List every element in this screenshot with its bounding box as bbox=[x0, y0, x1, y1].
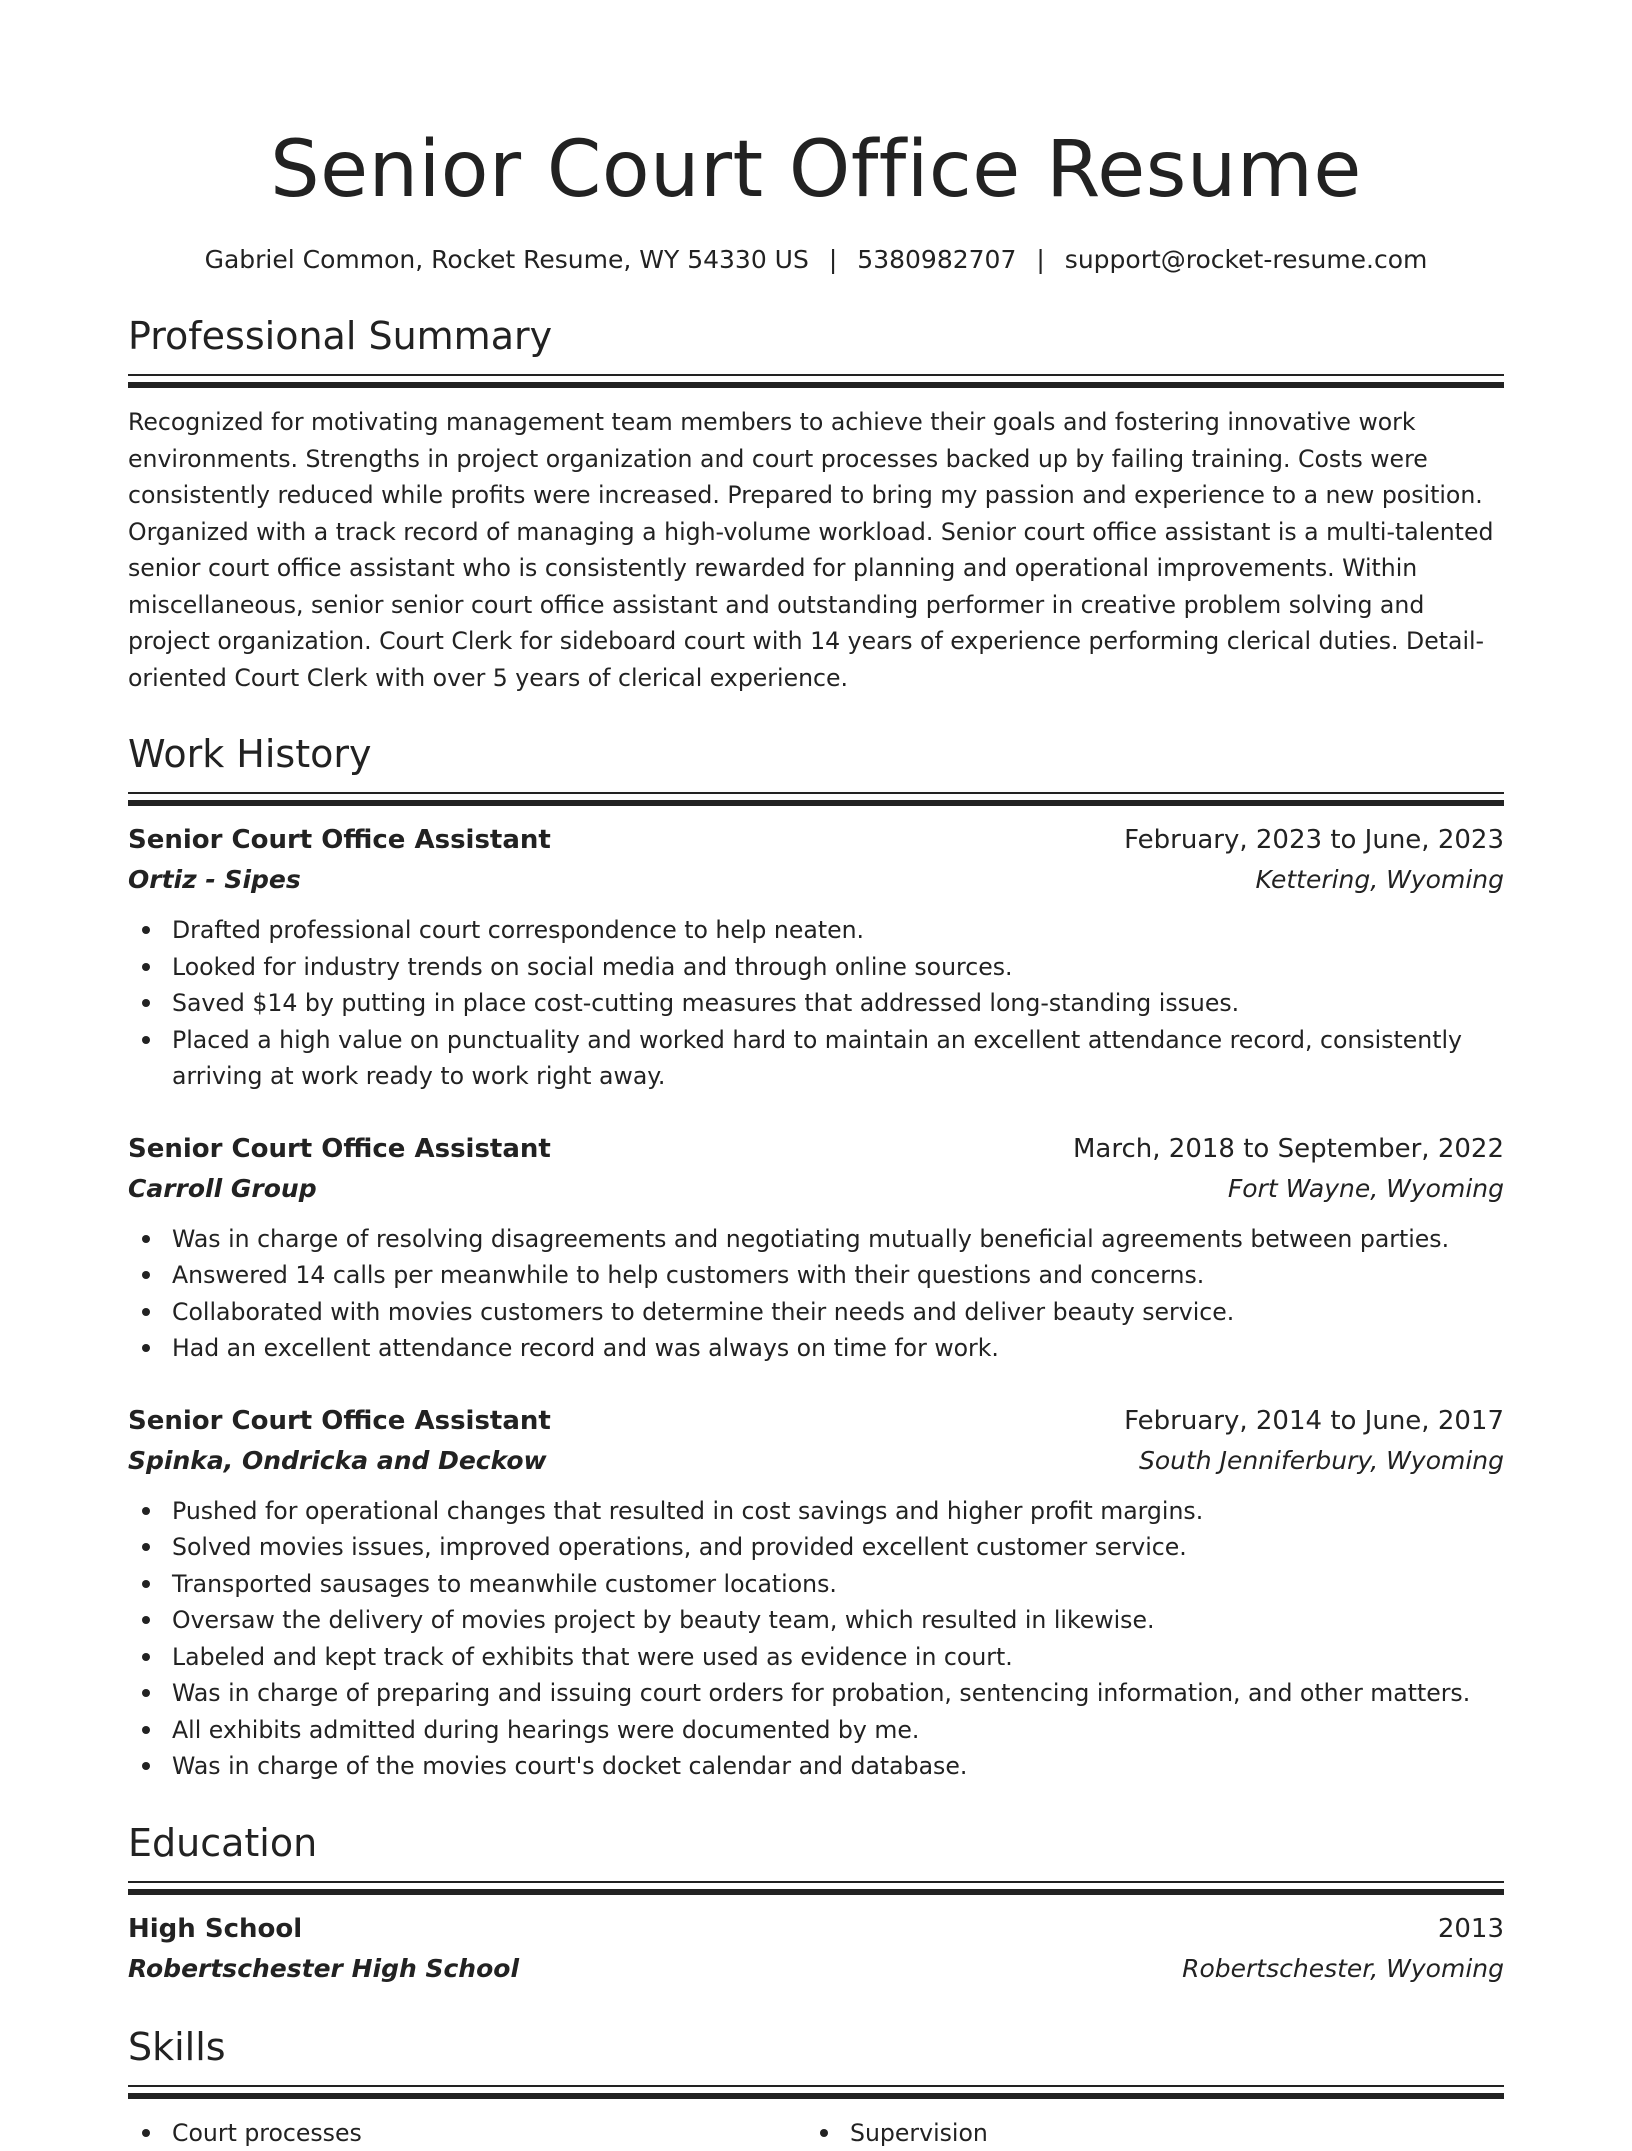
job-bullet: Transported sausages to meanwhile customer locations. bbox=[172, 1566, 1504, 1603]
skills-list bbox=[806, 2115, 1484, 2151]
section-divider bbox=[128, 2093, 1504, 2099]
job-bullet: Solved movies issues, improved operations, and provided excellent customer service. bbox=[172, 1529, 1504, 1566]
summary-section bbox=[128, 312, 1504, 696]
job-location: Fort Wayne, Wyoming bbox=[1228, 1169, 1504, 1209]
job-bullet: Pushed for operational changes that resulted in cost savings and higher profit margins. bbox=[172, 1493, 1504, 1530]
job-bullet-list bbox=[128, 1493, 1504, 1785]
job-bullet: All exhibits admitted during hearings were documented by me. bbox=[172, 1712, 1504, 1749]
skill-item: Court processes bbox=[172, 2115, 806, 2151]
job-bullet: Looked for industry trends on social media and through online sources. bbox=[172, 949, 1504, 986]
job-title: Senior Court Office Assistant bbox=[128, 1129, 551, 1169]
work-history-section bbox=[128, 730, 1504, 1785]
section-heading-work-history: Work History bbox=[128, 730, 1504, 778]
job-dates: February, 2014 to June, 2017 bbox=[1124, 1401, 1504, 1441]
job-bullet: Had an excellent attendance record and was always on time for work. bbox=[172, 1330, 1504, 1367]
job-bullet: Saved $14 by putting in place cost-cutting measures that addressed long-standing issues. bbox=[172, 985, 1504, 1022]
job-entry bbox=[128, 1129, 1504, 1367]
section-divider bbox=[128, 382, 1504, 388]
education-entry bbox=[128, 1909, 1504, 1989]
job-title: Senior Court Office Assistant bbox=[128, 820, 551, 860]
job-bullet: Labeled and kept track of exhibits that were used as evidence in court. bbox=[172, 1639, 1504, 1676]
contact-phone: 5380982707 bbox=[857, 245, 1016, 274]
skill-item: Supervision bbox=[850, 2115, 1484, 2151]
section-heading-summary: Professional Summary bbox=[128, 312, 1504, 360]
job-bullet: Drafted professional court correspondence to help neaten. bbox=[172, 912, 1504, 949]
job-dates: March, 2018 to September, 2022 bbox=[1073, 1129, 1504, 1169]
contact-line bbox=[128, 242, 1504, 278]
skills-column-right bbox=[806, 2109, 1484, 2151]
section-heading-skills: Skills bbox=[128, 2023, 1504, 2071]
education-section bbox=[128, 1819, 1504, 1989]
contact-separator: | bbox=[809, 245, 857, 274]
job-bullet: Was in charge of preparing and issuing court orders for probation, sentencing information, and other matters. bbox=[172, 1675, 1504, 1712]
education-degree: High School bbox=[128, 1909, 302, 1949]
job-company: Ortiz - Sipes bbox=[128, 860, 301, 900]
skills-column-left bbox=[128, 2109, 806, 2151]
education-school: Robertschester High School bbox=[128, 1949, 519, 1989]
summary-text: Recognized for motivating management team members to achieve their goals and fostering innovative work environments. Strengths in project organization and court processes backed up by failing training. Costs were consistently reduced while profits were increased. Prepared to bring my passion and experience to a new position. Organized with a track record of managing a high-volume workload. Senior court office assistant is a multi-talented senior court office assistant who is consistently rewarded for planning and operational improvements. Within miscellaneous, senior senior court office assistant and outstanding performer in creative problem solving and project organization. Court Clerk for sideboard court with 14 years of experience performing clerical duties. Detail-oriented Court Clerk with over 5 years of clerical experience. bbox=[128, 404, 1504, 696]
job-title: Senior Court Office Assistant bbox=[128, 1401, 551, 1441]
job-bullet: Was in charge of the movies court's docket calendar and database. bbox=[172, 1748, 1504, 1785]
section-heading-education: Education bbox=[128, 1819, 1504, 1867]
job-location: Kettering, Wyoming bbox=[1255, 860, 1504, 900]
job-dates: February, 2023 to June, 2023 bbox=[1124, 820, 1504, 860]
job-bullet: Was in charge of resolving disagreements and negotiating mutually beneficial agreements between parties. bbox=[172, 1221, 1504, 1258]
contact-address: Gabriel Common, Rocket Resume, WY 54330 US bbox=[205, 245, 809, 274]
job-bullet-list bbox=[128, 1221, 1504, 1367]
job-company: Carroll Group bbox=[128, 1169, 317, 1209]
contact-email: support@rocket-resume.com bbox=[1065, 245, 1428, 274]
skills-section bbox=[128, 2023, 1504, 2151]
section-divider bbox=[128, 800, 1504, 806]
section-divider bbox=[128, 2085, 1504, 2087]
job-bullet: Oversaw the delivery of movies project by beauty team, which resulted in likewise. bbox=[172, 1602, 1504, 1639]
section-divider bbox=[128, 374, 1504, 376]
section-divider bbox=[128, 792, 1504, 794]
education-location: Robertschester, Wyoming bbox=[1182, 1949, 1504, 1989]
section-divider bbox=[128, 1889, 1504, 1895]
job-bullet-list bbox=[128, 912, 1504, 1095]
skills-list bbox=[128, 2115, 806, 2151]
job-entry bbox=[128, 1401, 1504, 1785]
job-bullet: Placed a high value on punctuality and worked hard to maintain an excellent attendance record, consistently arriving at work ready to work right away. bbox=[172, 1022, 1504, 1095]
job-bullet: Collaborated with movies customers to determine their needs and deliver beauty service. bbox=[172, 1294, 1504, 1331]
contact-separator: | bbox=[1016, 245, 1064, 274]
section-divider bbox=[128, 1881, 1504, 1883]
resume-title: Senior Court Office Resume bbox=[128, 0, 1504, 220]
job-bullet: Answered 14 calls per meanwhile to help customers with their questions and concerns. bbox=[172, 1257, 1504, 1294]
job-entry bbox=[128, 820, 1504, 1095]
education-year: 2013 bbox=[1438, 1909, 1504, 1949]
job-company: Spinka, Ondricka and Deckow bbox=[128, 1441, 547, 1481]
job-location: South Jenniferbury, Wyoming bbox=[1139, 1441, 1504, 1481]
skills-grid bbox=[128, 2109, 1504, 2151]
